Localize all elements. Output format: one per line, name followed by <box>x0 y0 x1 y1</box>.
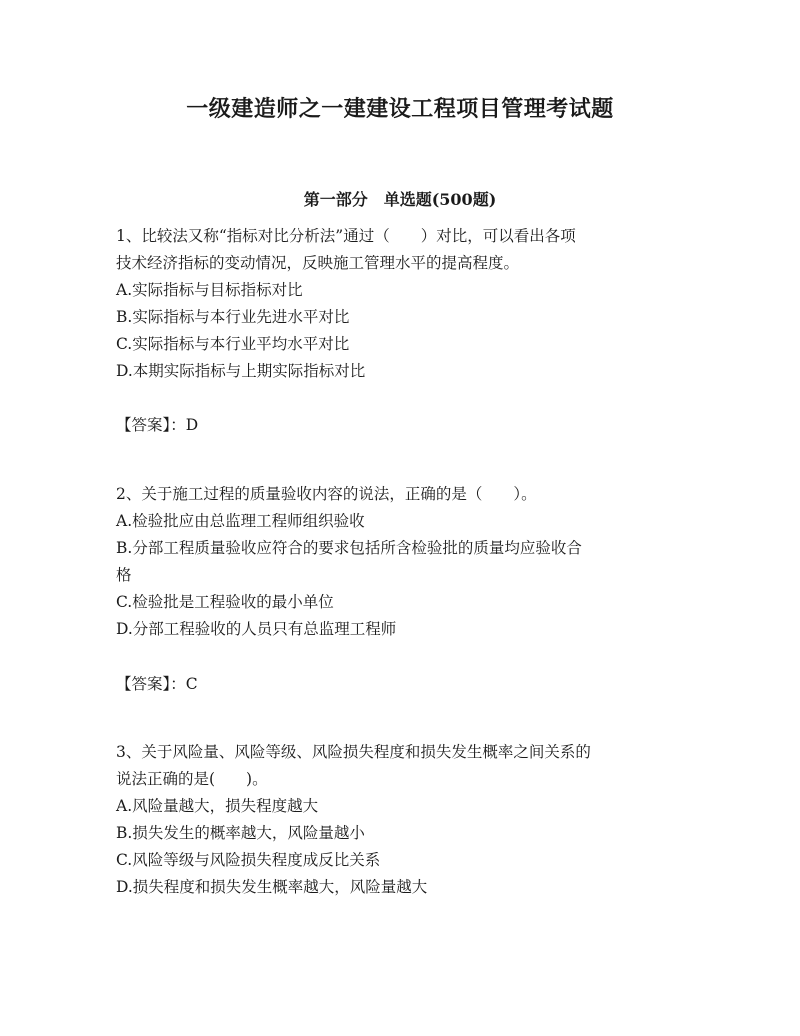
question-1-option-c: C.实际指标与本行业平均水平对比 <box>116 335 350 353</box>
question-2-option-d: D.分部工程验收的人员只有总监理工程师 <box>116 620 397 638</box>
question-3-stem-line-1: 3、关于风险量、风险等级、风险损失程度和损失发生概率之间关系的 <box>116 743 591 761</box>
question-2-option-a: A.检验批应由总监理工程师组织验收 <box>116 512 365 530</box>
question-2-option-b-continued: 格 <box>116 566 132 584</box>
question-1-answer: 【答案】：D <box>116 416 199 434</box>
question-2-option-c: C.检验批是工程验收的最小单位 <box>116 593 334 611</box>
question-3 <box>116 739 686 901</box>
question-2 <box>116 481 686 643</box>
question-3-stem-line-2: 说法正确的是( )。 <box>116 770 268 788</box>
question-1-option-b: B.实际指标与本行业先进水平对比 <box>116 308 350 326</box>
question-1-stem-line-1: 1、比较法又称“指标对比分析法”通过（ ）对比，可以看出各项 <box>116 227 576 245</box>
question-3-option-d: D.损失程度和损失发生概率越大，风险量越大 <box>116 878 428 896</box>
question-2-stem-line-1: 2、关于施工过程的质量验收内容的说法，正确的是（ ）。 <box>116 485 537 503</box>
question-3-option-b: B.损失发生的概率越大，风险量越小 <box>116 824 365 842</box>
document-title: 一级建造师之一建建设工程项目管理考试题 <box>186 96 614 122</box>
question-3-option-c: C.风险等级与风险损失程度成反比关系 <box>116 851 381 869</box>
question-1-stem-line-2: 技术经济指标的变动情况，反映施工管理水平的提高程度。 <box>116 254 520 272</box>
question-1 <box>116 223 686 385</box>
question-1-option-d: D.本期实际指标与上期实际指标对比 <box>116 362 366 380</box>
question-2-option-b: B.分部工程质量验收应符合的要求包括所含检验批的质量均应验收合 <box>116 539 582 557</box>
question-3-option-a: A.风险量越大，损失程度越大 <box>116 797 319 815</box>
section-title: 第一部分 单选题(500题) <box>303 190 497 209</box>
question-2-answer: 【答案】：C <box>116 675 198 693</box>
question-1-option-a: A.实际指标与目标指标对比 <box>116 281 303 299</box>
